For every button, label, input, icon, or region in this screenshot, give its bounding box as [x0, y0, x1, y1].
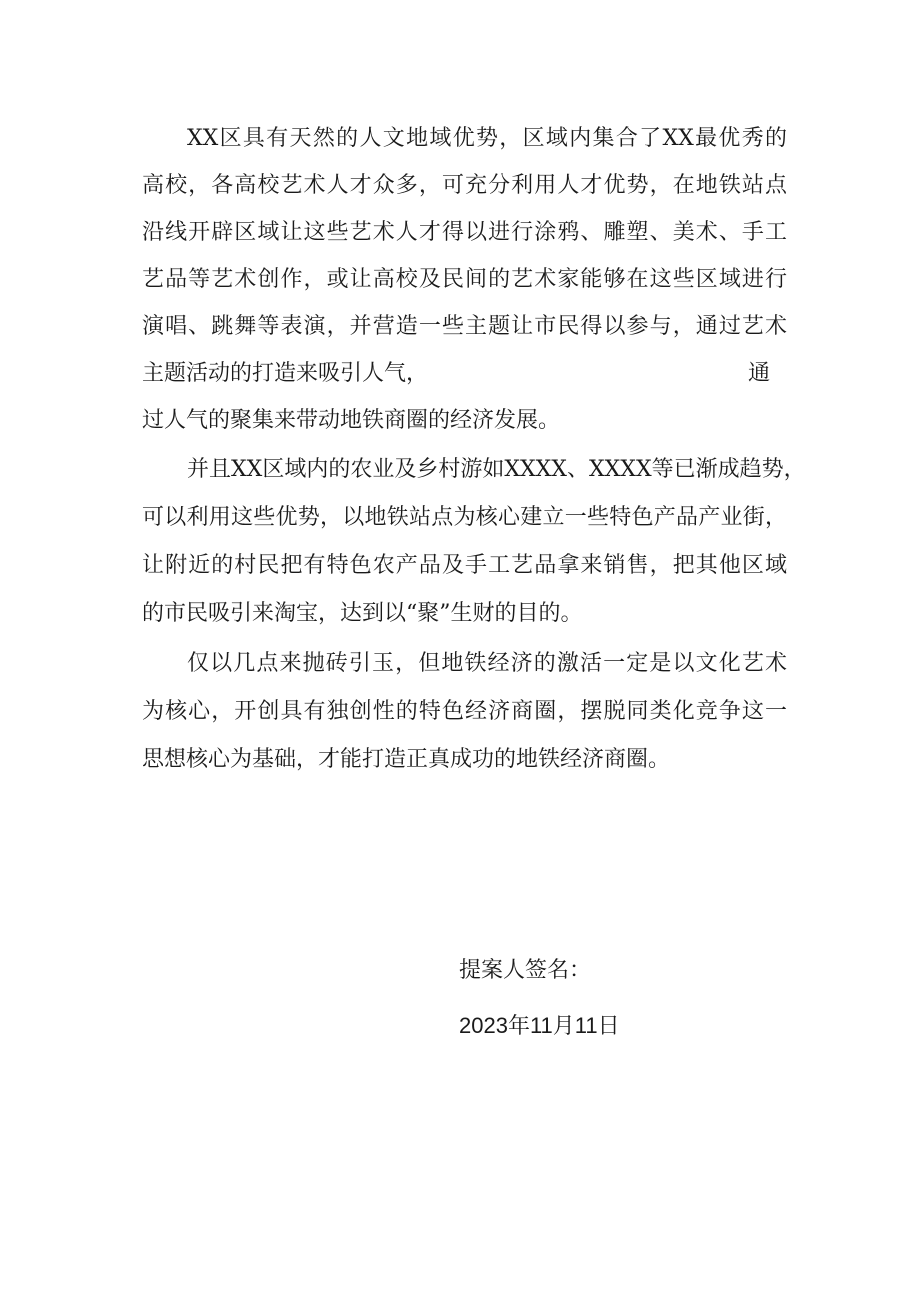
paragraph-1-line-6-tail: 通: [748, 361, 771, 386]
paragraph-1-line-3: 沿线开辟区域让这些艺术人才得以进行涂鸦、雕塑、美术、手工: [142, 220, 787, 245]
paragraph-1-line-6: 主题活动的打造来吸引人气，: [142, 361, 429, 386]
paragraph-2-line-4: 的市民吸引来淘宝，达到以“聚”生财的目的。: [142, 601, 583, 626]
paragraph-1-line-4: 艺品等艺术创作，或让高校及民间的艺术家能够在这些区域进行: [142, 267, 787, 292]
paragraph-1-line-2: 高校，各高校艺术人才众多，可充分利用人才优势，在地铁站点: [142, 173, 787, 198]
paragraph-3-line-1: 仅以几点来抛砖引玉，但地铁经济的激活一定是以文化艺术: [187, 651, 787, 676]
paragraph-1-line-1: XX区具有天然的人文地域优势，区域内集合了XX最优秀的: [187, 126, 787, 151]
signature-label: 提案人签名：: [459, 957, 592, 982]
paragraph-2-line-1: 并且XX区域内的农业及乡村游如XXXX、XXXX等已渐成趋势，: [187, 457, 806, 482]
paragraph-1-line-7: 过人气的聚集来带动地铁商圈的经济发展。: [142, 408, 561, 433]
paragraph-3-line-2: 为核心，开创具有独创性的特色经济商圈，摆脱同类化竞争这一: [142, 699, 787, 724]
paragraph-2-line-3: 让附近的村民把有特色农产品及手工艺品拿来销售，把其他区域: [142, 553, 787, 578]
paragraph-1-line-5: 演唱、跳舞等表演，并营造一些主题让市民得以参与，通过艺术: [142, 314, 787, 339]
signature-date: 2023年11月11日: [459, 1013, 620, 1038]
paragraph-3-line-3: 思想核心为基础，才能打造正真成功的地铁经济商圈。: [142, 747, 671, 772]
paragraph-2-line-2: 可以利用这些优势，以地铁站点为核心建立一些特色产品产业街，: [142, 505, 787, 530]
